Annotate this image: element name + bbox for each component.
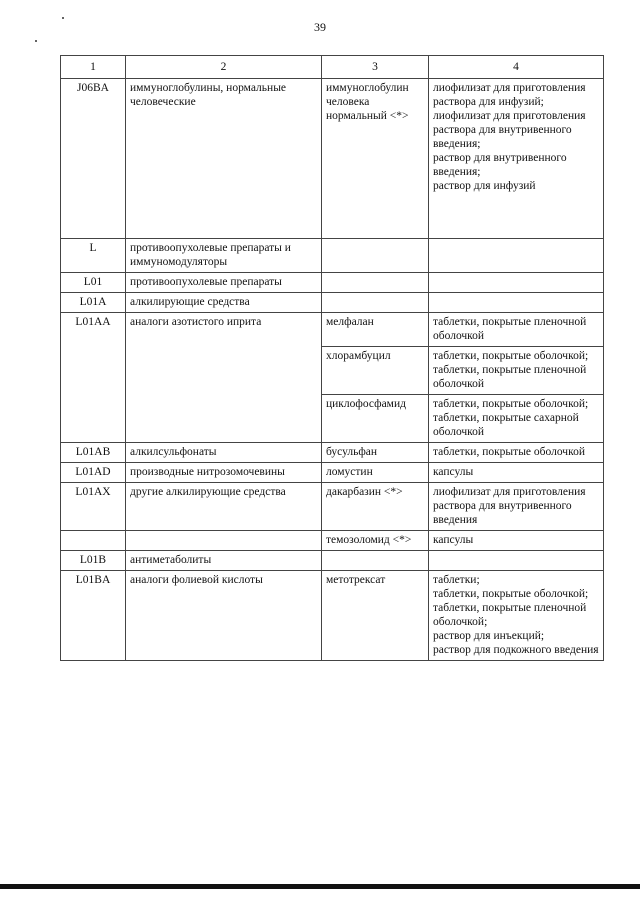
header-row <box>61 56 604 79</box>
table-row <box>61 273 604 293</box>
dosage-form-cell: таблетки, покрытые оболочкой; таблетки, покрытые сахарной оболочкой <box>429 395 604 443</box>
atc-code-cell: L01BA <box>61 571 126 661</box>
drug-table <box>60 55 604 661</box>
atc-code-cell: L <box>61 239 126 273</box>
drug-name-cell <box>322 239 429 273</box>
drug-name-cell: хлорамбуцил <box>322 347 429 395</box>
atc-code-cell: L01AB <box>61 443 126 463</box>
dosage-form-cell <box>429 293 604 313</box>
column-header-4: 4 <box>429 56 604 79</box>
scan-speck <box>62 17 64 19</box>
dosage-form-cell: таблетки, покрытые пленочной оболочкой <box>429 313 604 347</box>
drug-name-cell <box>322 551 429 571</box>
dosage-form-cell <box>429 239 604 273</box>
drug-name-cell: бусульфан <box>322 443 429 463</box>
atc-code-cell: J06BA <box>61 79 126 239</box>
column-header-1: 1 <box>61 56 126 79</box>
column-header-2: 2 <box>126 56 322 79</box>
drug-name-cell: дакарбазин <*> <box>322 483 429 531</box>
table-row <box>61 239 604 273</box>
table-body <box>61 79 604 661</box>
dosage-form-cell <box>429 273 604 293</box>
group-name-cell: иммуноглобулины, нормальные человеческие <box>126 79 322 239</box>
bottom-rule <box>0 884 640 889</box>
group-name-cell: производные нитрозомочевины <box>126 463 322 483</box>
drug-name-cell: темозоломид <*> <box>322 531 429 551</box>
group-name-cell: противоопухолевые препараты <box>126 273 322 293</box>
group-name-cell: алкилирующие средства <box>126 293 322 313</box>
dosage-form-cell: капсулы <box>429 531 604 551</box>
drug-name-cell: ломустин <box>322 463 429 483</box>
column-header-3: 3 <box>322 56 429 79</box>
dosage-form-cell: лиофилизат для приготовления раствора для внутривенного введения <box>429 483 604 531</box>
dosage-form-cell: лиофилизат для приготовления раствора для инфузий; лиофилизат для приготовления раствора для внутривенного введения; раствор для внутривенного введения; раствор для инфузий <box>429 79 604 239</box>
atc-code-cell: L01AA <box>61 313 126 443</box>
page-number: 39 <box>314 20 326 34</box>
dosage-form-cell: таблетки, покрытые оболочкой <box>429 443 604 463</box>
dosage-form-cell: капсулы <box>429 463 604 483</box>
dosage-form-cell: таблетки; таблетки, покрытые оболочкой; таблетки, покрытые пленочной оболочкой; раствор для инъекций; раствор для подкожного введения <box>429 571 604 661</box>
dosage-form-cell: таблетки, покрытые оболочкой; таблетки, покрытые пленочной оболочкой <box>429 347 604 395</box>
drug-name-cell: циклофосфамид <box>322 395 429 443</box>
atc-code-cell: L01 <box>61 273 126 293</box>
table-row <box>61 443 604 463</box>
table-row <box>61 313 604 347</box>
group-name-cell: противоопухолевые препараты и иммуномодуляторы <box>126 239 322 273</box>
table-row <box>61 483 604 531</box>
group-name-cell: аналоги азотистого иприта <box>126 313 322 443</box>
table-row <box>61 79 604 239</box>
group-name-cell: алкилсульфонаты <box>126 443 322 463</box>
table-row <box>61 531 604 551</box>
group-name-cell <box>126 531 322 551</box>
drug-name-cell: метотрексат <box>322 571 429 661</box>
drug-name-cell <box>322 273 429 293</box>
atc-code-cell: L01B <box>61 551 126 571</box>
table-row <box>61 571 604 661</box>
scan-speck <box>35 40 37 42</box>
group-name-cell: другие алкилирующие средства <box>126 483 322 531</box>
table-row <box>61 463 604 483</box>
dosage-form-cell <box>429 551 604 571</box>
atc-code-cell <box>61 531 126 551</box>
drug-name-cell <box>322 293 429 313</box>
drug-name-cell: мелфалан <box>322 313 429 347</box>
atc-code-cell: L01A <box>61 293 126 313</box>
group-name-cell: антиметаболиты <box>126 551 322 571</box>
atc-code-cell: L01AD <box>61 463 126 483</box>
table-row <box>61 293 604 313</box>
atc-code-cell: L01AX <box>61 483 126 531</box>
drug-name-cell: иммуноглобулин человека нормальный <*> <box>322 79 429 239</box>
table-row <box>61 551 604 571</box>
group-name-cell: аналоги фолиевой кислоты <box>126 571 322 661</box>
